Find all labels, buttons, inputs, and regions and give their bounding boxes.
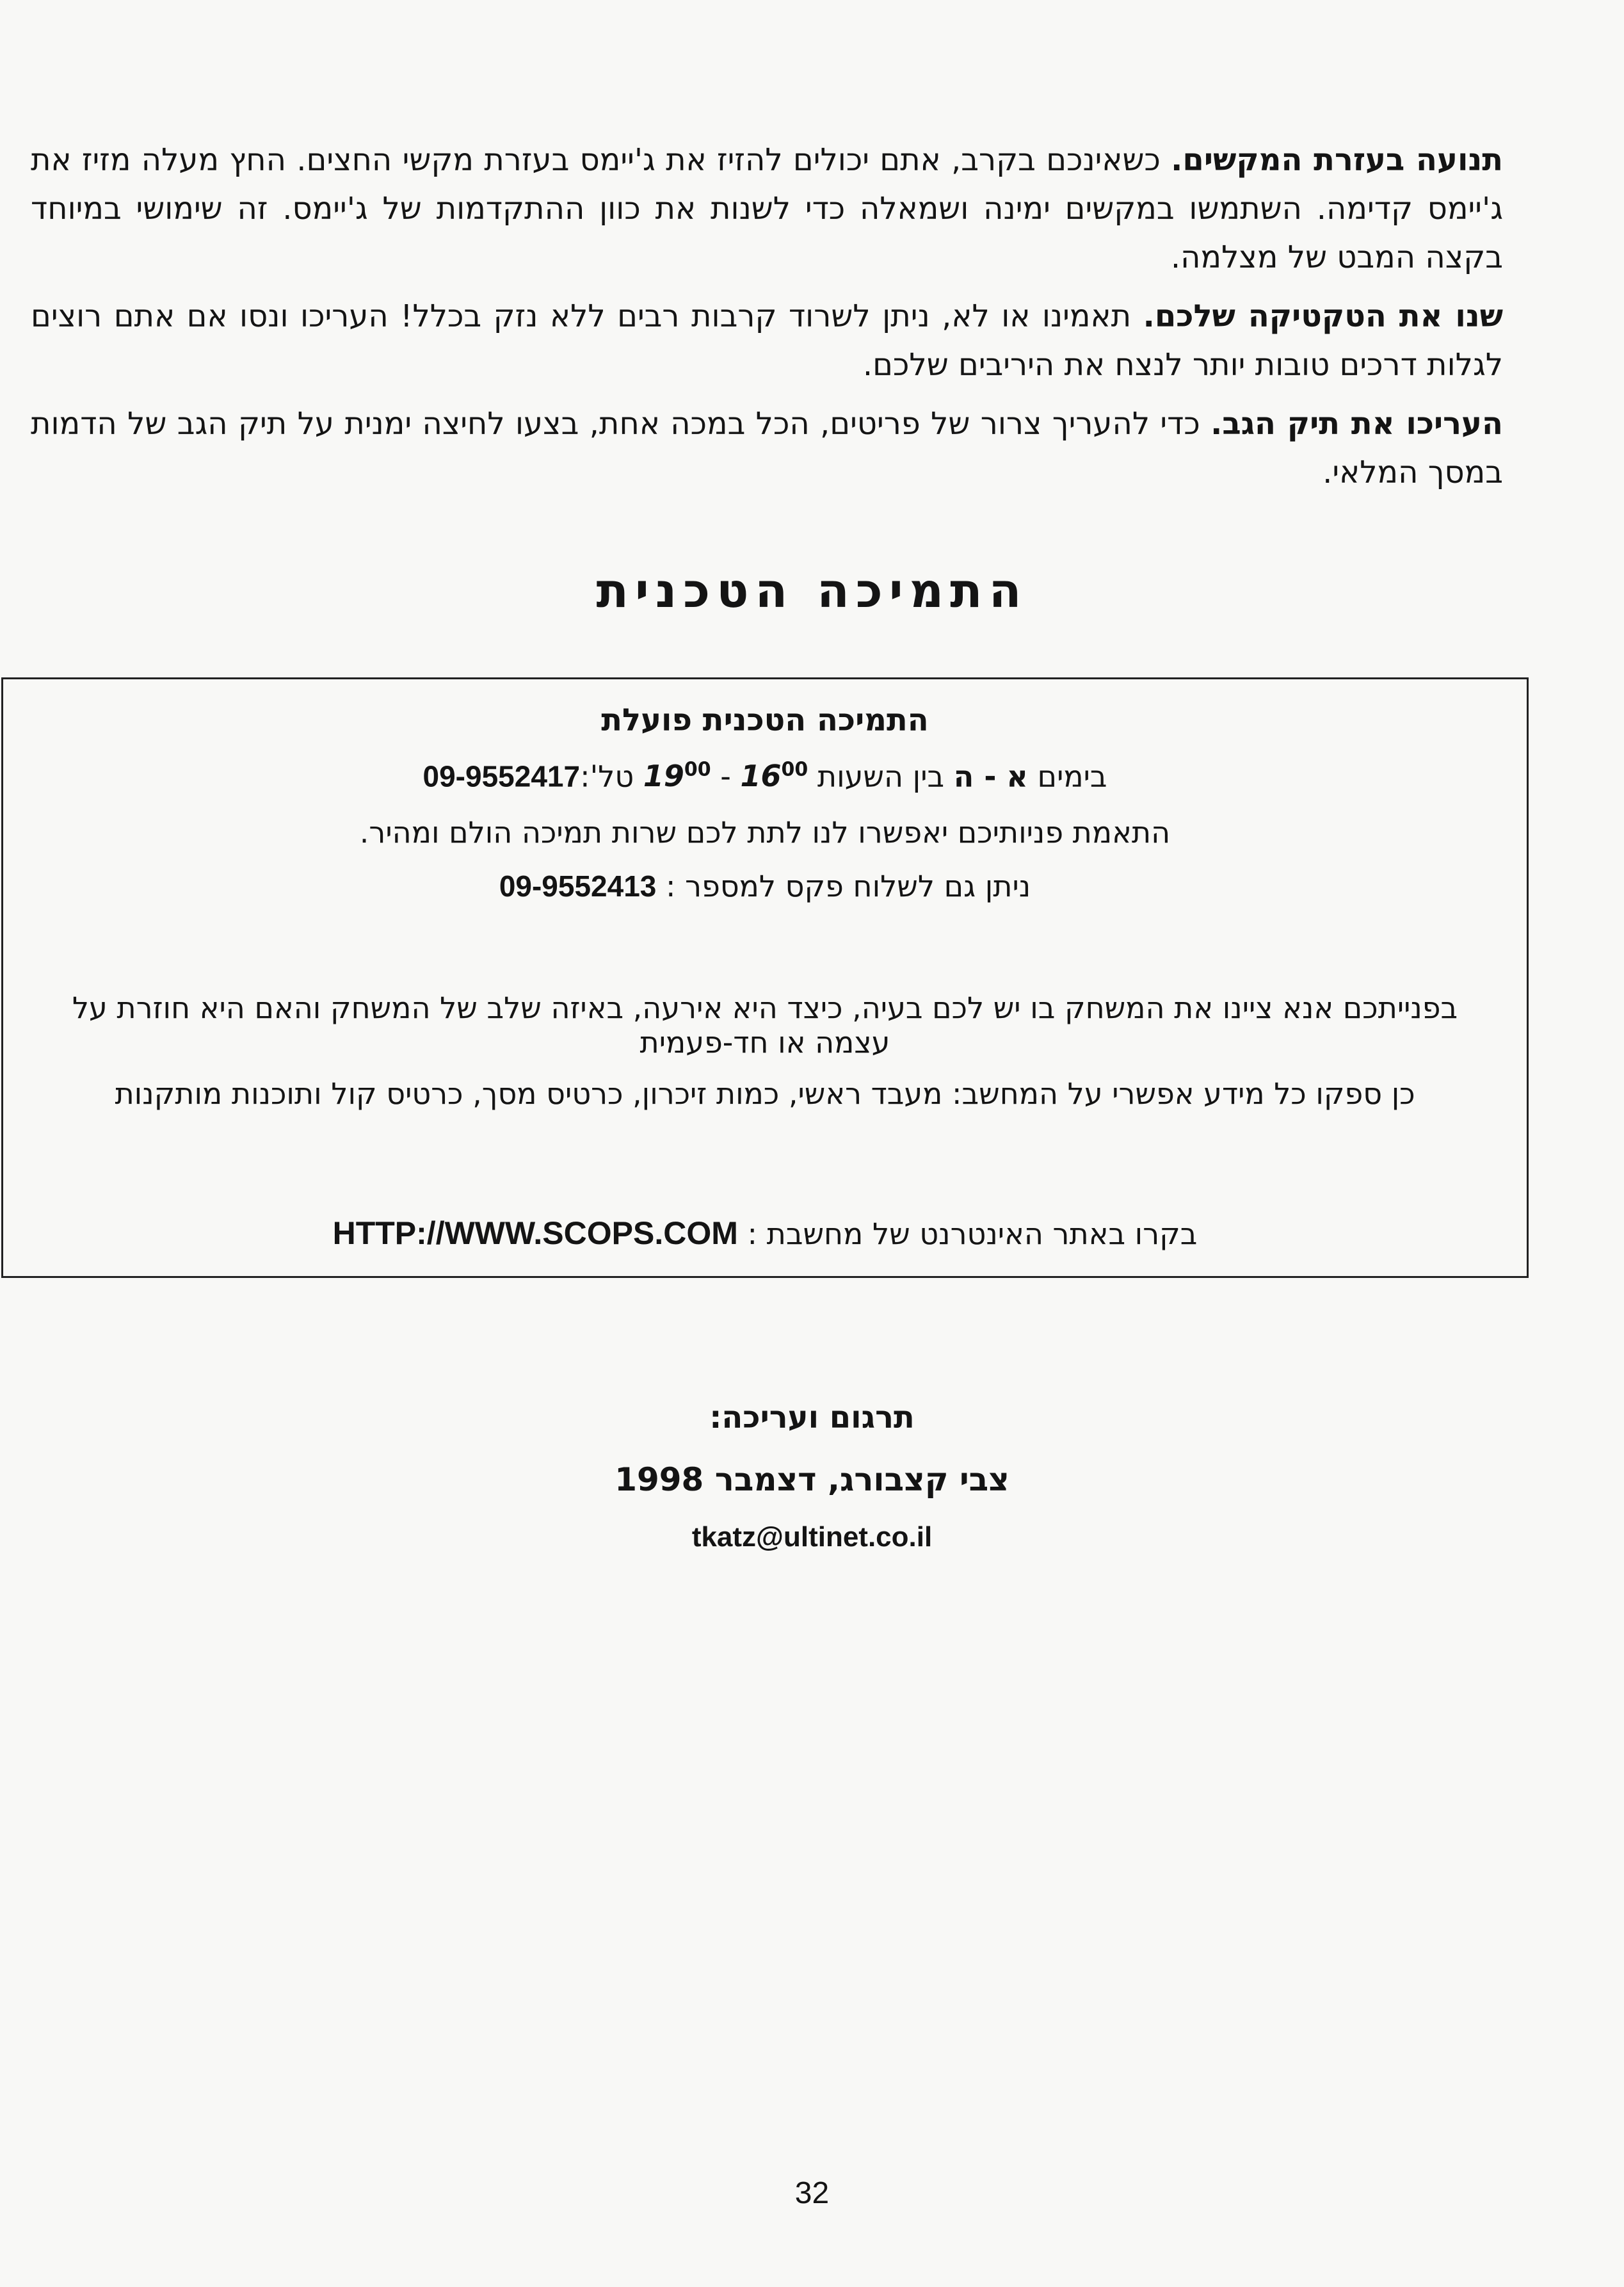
credits-title: תרגום ועריכה: <box>709 1400 915 1435</box>
support-days-range: א - ה <box>953 759 1028 794</box>
support-hours <box>42 759 1488 793</box>
tip-movement-text: כשאינכם בקרב, אתם יכולים להזיז את ג'יימס בעזרת מקשי החצים. החץ מעלה מזיז את ג'יימס קדימה. השתמשו במקשים ימינה ושמאלה כדי לשנות את כוון ההתקדמות של ג'יימס. זה שימושי במיוחד בקצה המבט של מצלמה. <box>31 142 1503 275</box>
support-hour-end-h: 19 <box>643 759 684 794</box>
support-fax-number: 09-9552413 <box>499 869 657 903</box>
tip-tactics-heading: שנו את הטקטיקה שלכם. <box>1143 298 1504 334</box>
tip-tactics <box>31 292 1503 389</box>
support-hours-text: בין השעות <box>808 759 954 794</box>
support-computer-info: כן ספקו כל מידע אפשרי על המחשב: מעבד ראשי, כמות זיכרון, כרטיס מסך, כרטיס קול ותוכנות מותקנות <box>115 1076 1415 1111</box>
support-hour-start-m: 00 <box>781 759 808 781</box>
support-problem-instructions: בפנייתכם אנא ציינו את המשחק בו יש לכם בעיה, כיצד היא אירעה, באיזה שלב של המשחק והאם היא חוזרת על עצמה או חד-פעמית <box>72 990 1458 1060</box>
support-phone-label: טל': <box>580 759 643 794</box>
support-hour-end <box>643 759 711 793</box>
support-fax-label: ניתן גם לשלוח פקס למספר : <box>656 869 1031 903</box>
support-hour-start <box>740 759 808 793</box>
support-website <box>42 1215 1488 1252</box>
tip-movement-heading: תנועה בעזרת המקשים. <box>1171 142 1504 178</box>
credits-email[interactable]: tkatz@ultinet.co.il <box>691 1521 933 1553</box>
tip-tactics-text: תאמינו או לא, ניתן לשרוד קרבות רבים ללא נזק בכלל! העריכו ונסו אם אתם רוצים לגלות דרכים טובות יותר לנצח את היריבים שלכם. <box>31 298 1503 383</box>
support-fax <box>42 869 1488 903</box>
support-hour-start-h: 16 <box>740 759 782 794</box>
credits-name: צבי קצבורג, דצמבר 1998 <box>615 1461 1009 1498</box>
support-hour-sep: - <box>711 759 741 794</box>
intro-tips <box>31 136 1503 507</box>
page-number: 32 <box>794 2176 830 2210</box>
tip-backpack-text: כדי להעריך צרור של פריטים, הכל במכה אחת, בצעו לחיצה ימנית על תיק הגב של הדמות במסך המלאי. <box>31 406 1503 490</box>
tip-movement <box>31 136 1503 282</box>
section-title: התמיכה הטכנית <box>596 563 1028 618</box>
support-days-prefix: בימים <box>1027 759 1107 794</box>
support-coordination: התאמת פניותיכם יאפשרו לנו לתת לכם שרות תמיכה הולם ומהיר. <box>359 815 1171 850</box>
tip-backpack-heading: העריכו את תיק הגב. <box>1210 406 1503 442</box>
tip-backpack <box>31 400 1503 497</box>
support-phone: 09-9552417 <box>422 759 581 793</box>
support-hour-end-m: 00 <box>684 759 711 781</box>
support-site-label: בקרו באתר האינטרנט של מחשבת : <box>737 1216 1198 1251</box>
support-box <box>1 677 1529 1278</box>
support-title: התמיכה הטכנית פועלת <box>601 702 929 738</box>
support-site-url[interactable]: HTTP://WWW.SCOPS.COM <box>332 1215 738 1251</box>
